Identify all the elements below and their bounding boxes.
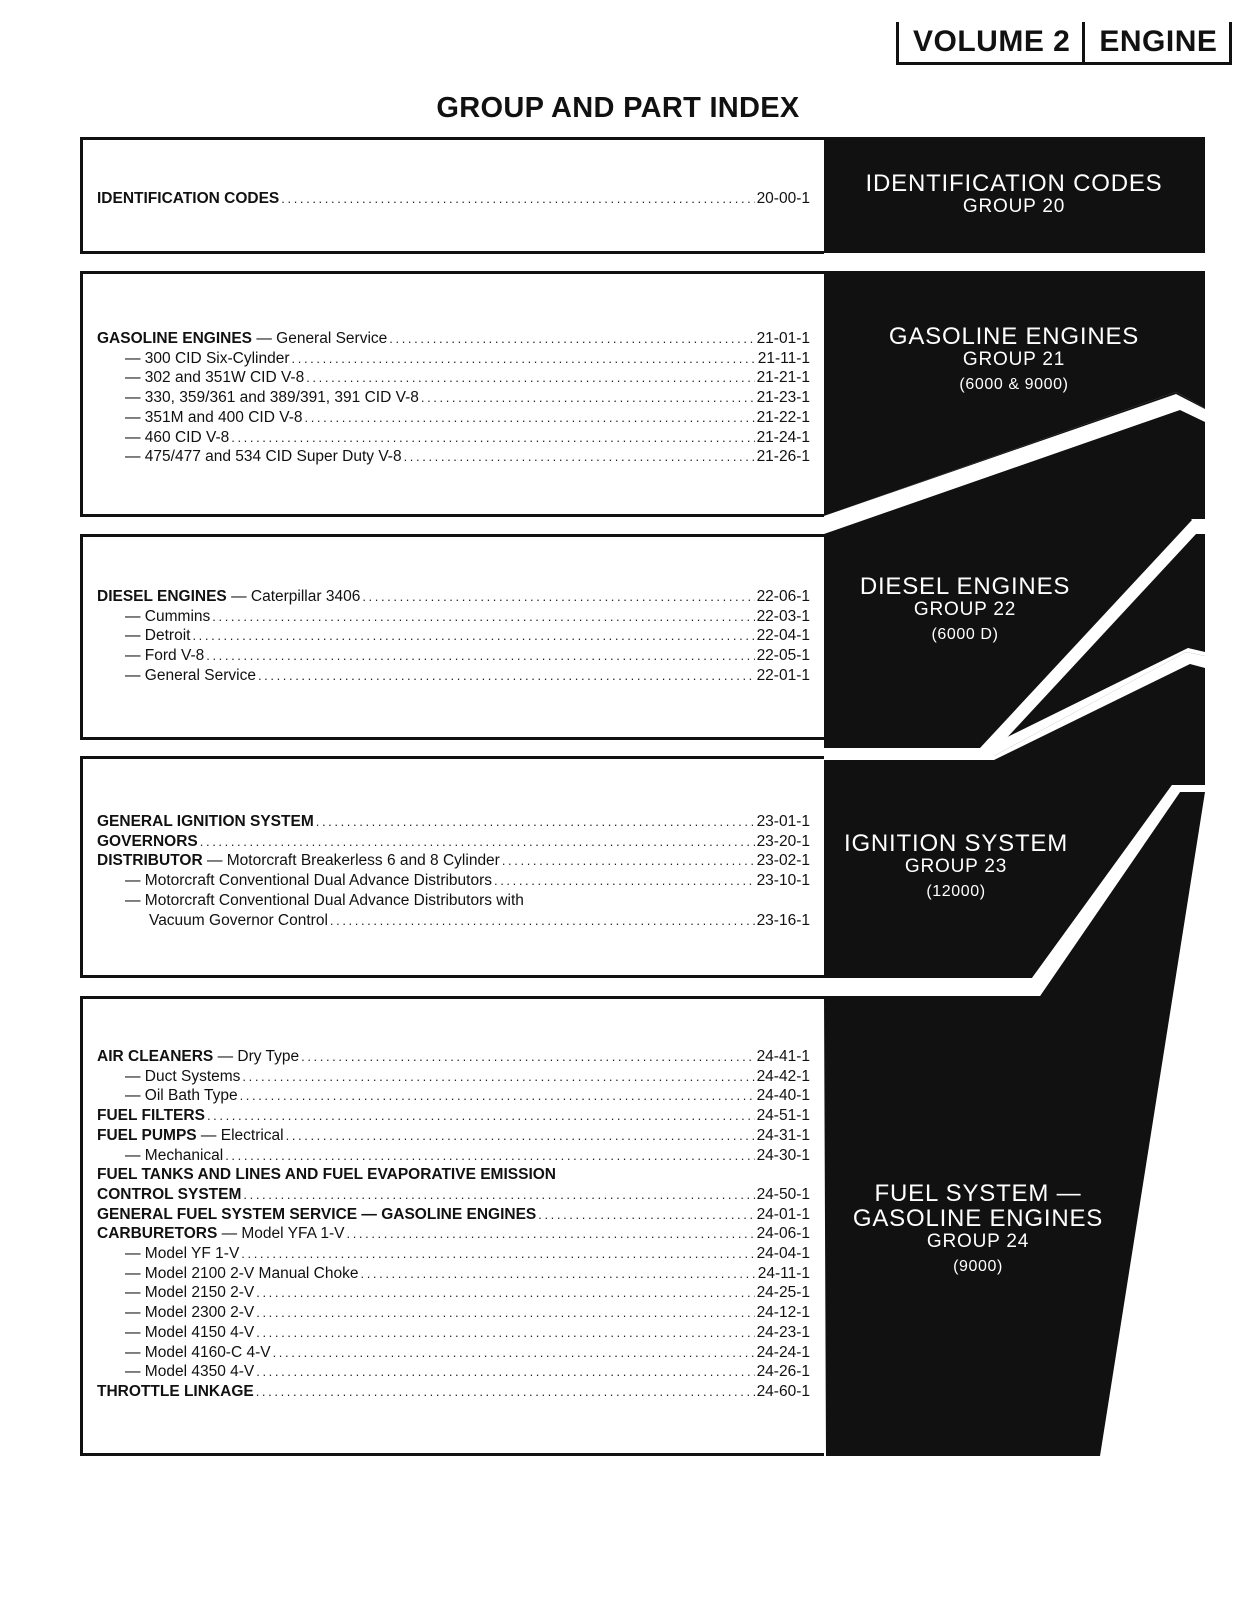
index-entry[interactable]: CARBURETORS — Model YFA 1-V ..... 24-06-1 — [97, 1224, 810, 1244]
section-group-22 — [80, 534, 824, 740]
tab-label-group-24[interactable]: FUEL SYSTEM — GASOLINE ENGINES GROUP 24 (9000) — [852, 1180, 1104, 1275]
section-label: ENGINE — [1099, 25, 1218, 58]
section-group-24 — [80, 996, 824, 1456]
index-entry[interactable]: — 475/477 and 534 CID Super Duty V-8 ..... 21-26-1 — [97, 447, 810, 467]
tab-label-group-20[interactable]: IDENTIFICATION CODES GROUP 20 — [865, 170, 1163, 217]
index-entry[interactable]: — Detroit ..... 22-04-1 — [97, 626, 810, 646]
index-entry[interactable]: GOVERNORS ..... 23-20-1 — [97, 832, 810, 852]
index-entry[interactable]: — Motorcraft Conventional Dual Advance Distributors with — [125, 891, 524, 909]
index-entry[interactable]: — Model 2300 2-V ..... 24-12-1 — [97, 1303, 810, 1323]
index-entry[interactable]: THROTTLE LINKAGE ..... 24-60-1 — [97, 1382, 810, 1402]
index-entry[interactable]: — Model 2150 2-V ..... 24-25-1 — [97, 1283, 810, 1303]
index-entry[interactable]: — General Service ..... 22-01-1 — [97, 666, 810, 686]
index-entry[interactable]: — Duct Systems ..... 24-42-1 — [97, 1067, 810, 1087]
index-entry[interactable]: — Cummins ..... 22-03-1 — [97, 607, 810, 627]
page-title: GROUP AND PART INDEX — [436, 92, 800, 124]
section-group-21 — [80, 271, 824, 517]
index-entry[interactable]: — Model YF 1-V ..... 24-04-1 — [97, 1244, 810, 1264]
index-entry[interactable]: — Motorcraft Conventional Dual Advance Distributors ..... 23-10-1 — [97, 871, 810, 891]
index-entry[interactable]: FUEL TANKS AND LINES AND FUEL EVAPORATIVE EMISSION — [97, 1166, 557, 1184]
tab-label-group-23[interactable]: IGNITION SYSTEM GROUP 23 (12000) — [843, 830, 1068, 900]
section-group-20 — [80, 137, 824, 254]
index-entry[interactable]: FUEL PUMPS — Electrical ..... 24-31-1 — [97, 1126, 810, 1146]
entry-list — [97, 329, 810, 467]
index-entry[interactable]: — Model 4350 4-V ..... 24-26-1 — [97, 1362, 810, 1382]
tab-label-group-21[interactable]: GASOLINE ENGINES GROUP 21 (6000 & 9000) — [888, 323, 1140, 393]
tab-label-group-22[interactable]: DIESEL ENGINES GROUP 22 (6000 D) — [859, 573, 1071, 643]
entry-list — [97, 812, 810, 930]
index-entry[interactable]: — 351M and 400 CID V-8 ..... 21-22-1 — [97, 408, 810, 428]
index-entry[interactable]: DISTRIBUTOR — Motorcraft Breakerless 6 and 8 Cylinder ..... 23-02-1 — [97, 851, 810, 871]
section-group-23 — [80, 756, 824, 978]
index-entry[interactable]: — Model 4160-C 4-V ..... 24-24-1 — [97, 1343, 810, 1363]
entry-list — [97, 1047, 810, 1402]
index-entry[interactable]: IDENTIFICATION CODES ..... 20-00-1 — [97, 189, 810, 209]
index-entry[interactable]: — Mechanical ..... 24-30-1 — [97, 1146, 810, 1166]
index-entry[interactable]: FUEL FILTERS ..... 24-51-1 — [97, 1106, 810, 1126]
index-entry[interactable]: GENERAL FUEL SYSTEM SERVICE — GASOLINE ENGINES ..... 24-01-1 — [97, 1205, 810, 1225]
page-ref: 20-00-1 — [756, 190, 810, 207]
index-entry[interactable]: — Ford V-8 ..... 22-05-1 — [97, 646, 810, 666]
index-entry[interactable]: — 330, 359/361 and 389/391, 391 CID V-8 ..... 21-23-1 — [97, 388, 810, 408]
index-entry[interactable]: — Model 2100 2-V Manual Choke ..... 24-11-1 — [97, 1264, 810, 1284]
index-entry[interactable]: Vacuum Governor Control ..... 23-16-1 — [97, 911, 810, 931]
entry-list — [97, 189, 810, 209]
index-entry[interactable]: — 300 CID Six-Cylinder ..... 21-11-1 — [97, 349, 810, 369]
index-entry[interactable]: — 460 CID V-8 ..... 21-24-1 — [97, 428, 810, 448]
index-entry[interactable]: — 302 and 351W CID V-8 ..... 21-21-1 — [97, 368, 810, 388]
entry-list — [97, 587, 810, 686]
index-entry[interactable]: — Oil Bath Type ..... 24-40-1 — [97, 1086, 810, 1106]
volume-label: VOLUME 2 — [913, 25, 1071, 58]
index-entry[interactable]: AIR CLEANERS — Dry Type ..... 24-41-1 — [97, 1047, 810, 1067]
index-entry[interactable]: GENERAL IGNITION SYSTEM ..... 23-01-1 — [97, 812, 810, 832]
index-entry[interactable]: — Model 4150 4-V ..... 24-23-1 — [97, 1323, 810, 1343]
index-entry[interactable]: DIESEL ENGINES — Caterpillar 3406 ..... 22-06-1 — [97, 587, 810, 607]
index-entry[interactable]: GASOLINE ENGINES — General Service ..... 21-01-1 — [97, 329, 810, 349]
index-entry[interactable]: CONTROL SYSTEM ..... 24-50-1 — [97, 1185, 810, 1205]
